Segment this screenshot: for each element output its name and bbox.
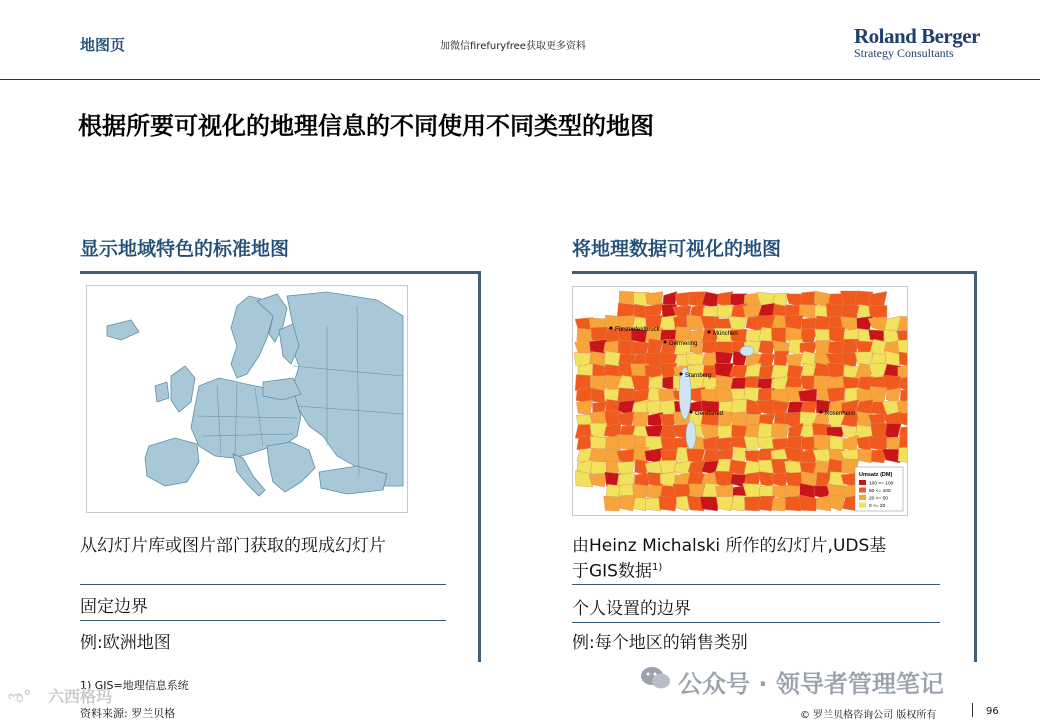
watermark-text: 公众号 · 领导者管理笔记	[678, 670, 944, 698]
header-notice: 加微信firefuryfree获取更多资料	[440, 41, 586, 52]
left-row-2: 例:欧洲地图	[80, 633, 171, 653]
right-row-1: 个人设置的边界	[572, 599, 691, 619]
right-description-line1: 由Heinz Michalski 所作的幻灯片,UDS基	[572, 536, 887, 556]
map-region	[604, 496, 621, 511]
legend-swatch	[859, 488, 866, 493]
europe-map	[86, 285, 408, 513]
corner-watermark-text: 六西格玛	[48, 687, 113, 706]
right-description-line2	[572, 557, 886, 583]
left-heading: 显示地域特色的标准地图	[80, 238, 290, 260]
left-divider-2	[80, 620, 446, 621]
header-divider	[0, 79, 1040, 80]
map-region	[815, 316, 831, 331]
lake	[686, 421, 696, 449]
legend-label: 50 <= 100	[869, 489, 891, 494]
legend-swatch	[859, 495, 866, 500]
map-legend	[855, 467, 903, 511]
right-heading: 将地理数据可视化的地图	[572, 238, 782, 260]
city-label: Geretsried	[695, 411, 724, 417]
city-dot	[820, 411, 823, 414]
page-title: 根据所要可视化的地理信息的不同使用不同类型的地图	[78, 112, 654, 140]
right-description	[572, 535, 886, 583]
section-label: 地图页	[80, 36, 126, 54]
corner-watermark-logo-icon: ಌ°	[8, 687, 32, 706]
city-label: Fürstenfeldbruck	[615, 327, 660, 333]
legend-label: 100 <= 100	[869, 481, 894, 487]
europe-map-graphic	[87, 286, 407, 512]
left-divider-1	[80, 584, 446, 585]
map-region	[787, 365, 803, 379]
sales-map-graphic	[573, 287, 907, 515]
legend-label: 0 <= 20	[869, 504, 886, 509]
map-region	[830, 436, 845, 451]
city-label: Germering	[669, 341, 698, 347]
map-region	[659, 496, 677, 511]
city-dot	[680, 373, 683, 376]
right-row-2: 例:每个地区的销售类别	[572, 633, 748, 653]
left-row-1: 固定边界	[80, 597, 148, 617]
page-number-divider	[972, 703, 973, 717]
map-region	[620, 495, 635, 511]
map-region	[715, 387, 733, 403]
city-label: München	[713, 331, 738, 337]
city-label: Starnberg	[685, 373, 712, 379]
city-dot	[690, 411, 693, 414]
brand-logo	[854, 26, 980, 60]
map-region	[633, 412, 649, 427]
map-region	[829, 327, 845, 343]
footnote: 1) GIS=地理信息系统	[80, 679, 189, 692]
legend-swatch	[859, 480, 866, 485]
sales-map	[572, 286, 908, 516]
lake	[740, 346, 754, 356]
brand-tagline: Strategy Consultants	[854, 46, 954, 60]
legend-title: Umsatz (DM)	[859, 472, 893, 478]
legend-label: 20 <= 50	[869, 496, 888, 502]
legend-swatch	[859, 503, 866, 508]
map-region	[771, 423, 789, 439]
right-divider-2	[572, 622, 940, 623]
map-region	[731, 411, 747, 427]
footnote-marker: 1)	[651, 562, 663, 573]
map-region	[700, 497, 719, 511]
city-dot	[708, 331, 711, 334]
city-dot	[664, 341, 667, 344]
right-description-line2-text: 于GIS数据	[572, 561, 652, 582]
brand-name: Roland Berger	[854, 24, 980, 48]
source-note: 资料来源: 罗兰贝格	[80, 707, 176, 720]
page-number: 96	[986, 706, 999, 717]
corner-watermark	[8, 684, 112, 707]
city-label: Rosenheim	[825, 411, 856, 417]
city-dot	[610, 327, 613, 330]
map-region	[717, 425, 733, 439]
copyright: © 罗兰贝格咨询公司 版权所有	[800, 710, 937, 721]
map-region	[590, 462, 607, 475]
map-region	[798, 389, 817, 403]
right-divider-1	[572, 584, 940, 585]
left-description: 从幻灯片库或图片部门获取的现成幻灯片	[80, 536, 386, 556]
wechat-icon	[640, 664, 672, 692]
map-region	[898, 447, 907, 463]
